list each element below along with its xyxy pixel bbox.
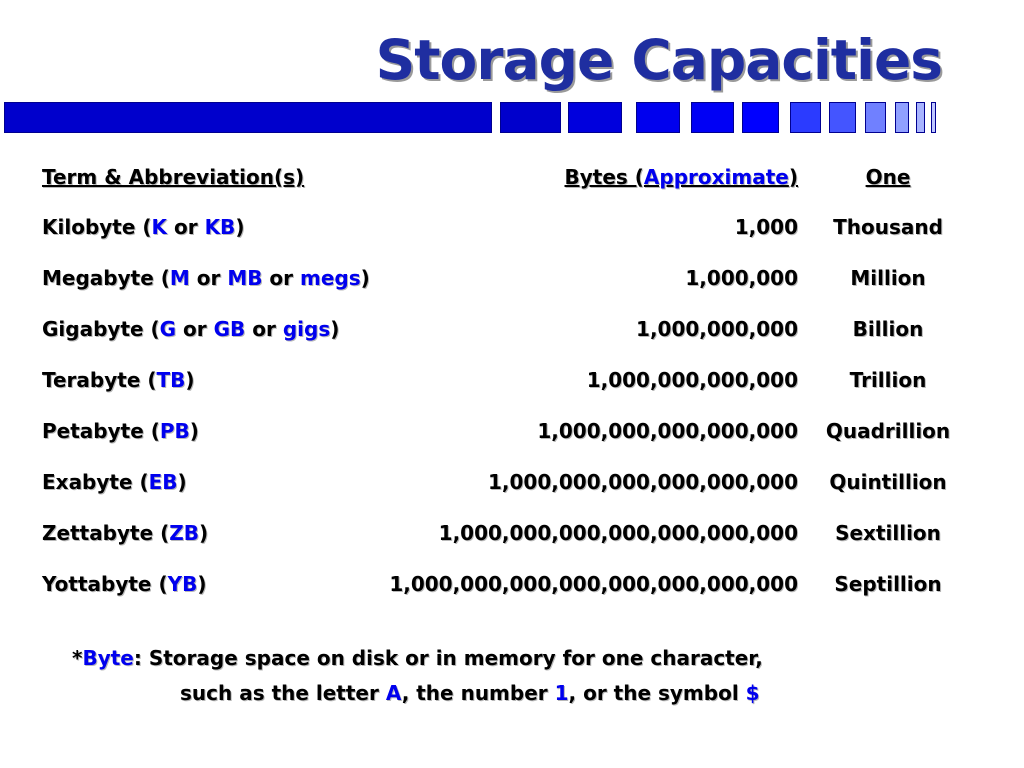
one-cell: Billion xyxy=(852,317,924,341)
bytes-cell: 1,000,000,000,000 xyxy=(586,368,798,392)
term-cell: Petabyte (PB) xyxy=(42,419,199,443)
term-cell: Yottabyte (YB) xyxy=(42,572,207,596)
footnote-line-1: *Byte: Storage space on disk or in memory for one character, xyxy=(72,646,763,670)
decor-block xyxy=(691,102,734,133)
decor-block xyxy=(742,102,779,133)
decor-block xyxy=(636,102,680,133)
one-cell: Thousand xyxy=(833,215,943,239)
header-one: One xyxy=(865,165,911,189)
footnote-term: Byte xyxy=(82,646,134,670)
bytes-cell: 1,000,000,000,000,000 xyxy=(537,419,798,443)
header-approximate: Approximate xyxy=(643,165,789,189)
header-bytes: Bytes (Approximate) xyxy=(564,165,798,189)
decor-block xyxy=(895,102,909,133)
decor-block xyxy=(790,102,821,133)
one-cell: Million xyxy=(850,266,926,290)
decor-block xyxy=(500,102,561,133)
term-cell: Gigabyte (G or GB or gigs) xyxy=(42,317,340,341)
term-cell: Megabyte (M or MB or megs) xyxy=(42,266,370,290)
decor-block xyxy=(931,102,936,133)
decor-block xyxy=(865,102,886,133)
decor-block xyxy=(829,102,856,133)
term-cell: Zettabyte (ZB) xyxy=(42,521,209,545)
bytes-cell: 1,000,000 xyxy=(685,266,798,290)
bytes-cell: 1,000,000,000,000,000,000 xyxy=(488,470,798,494)
bytes-cell: 1,000,000,000,000,000,000,000,000 xyxy=(389,572,798,596)
bytes-cell: 1,000 xyxy=(734,215,798,239)
decor-block xyxy=(568,102,622,133)
footnote-line-2: such as the letter A, the number 1, or the symbol $ xyxy=(180,681,760,705)
one-cell: Septillion xyxy=(834,572,942,596)
bytes-cell: 1,000,000,000,000,000,000,000 xyxy=(438,521,798,545)
slide-title: Storage Capacities xyxy=(375,28,942,92)
one-cell: Quintillion xyxy=(829,470,947,494)
decor-block xyxy=(916,102,925,133)
decor-bar-main xyxy=(4,102,492,133)
one-cell: Quadrillion xyxy=(825,419,951,443)
header-term: Term & Abbreviation(s) xyxy=(42,165,305,189)
term-cell: Kilobyte (K or KB) xyxy=(42,215,245,239)
bytes-cell: 1,000,000,000 xyxy=(636,317,798,341)
term-cell: Terabyte (TB) xyxy=(42,368,195,392)
one-cell: Trillion xyxy=(849,368,927,392)
one-cell: Sextillion xyxy=(835,521,941,545)
term-cell: Exabyte (EB) xyxy=(42,470,187,494)
